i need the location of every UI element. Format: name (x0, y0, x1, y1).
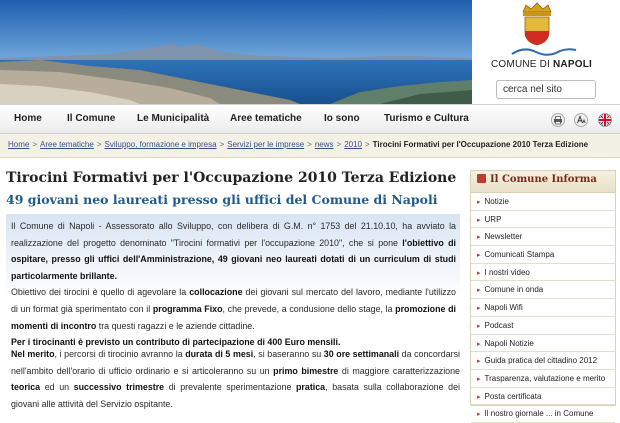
text: , che prevede, a condusione dello stage, la (222, 303, 396, 314)
arrow-right-icon: ▸ (477, 358, 481, 366)
text: Il Comune di Napoli - Assessorato allo Sviluppo, con delibera di G.M. n° 1753 del 21.10.10, ha avviato la realizzazione del progetto denominato "Tirocini formativi per l'occupazione 2010", che si pone (11, 221, 456, 248)
text: , basata sulla collaborazione dei giovani alle attività del Servizio ospitante. (11, 382, 460, 409)
bold-text: collocazione (189, 287, 243, 298)
wave-logo-icon (510, 46, 580, 58)
breadcrumb-current: Tirocini Formativi per l'Occupazione 2010 Terza Edizione (372, 140, 589, 149)
nav-il-comune[interactable]: Il Comune (67, 113, 116, 124)
nav-io-sono[interactable]: Io sono (324, 113, 360, 124)
site-header (0, 0, 620, 104)
paragraph-objective (11, 284, 456, 334)
sidebar-item[interactable] (471, 246, 615, 264)
uk-flag-icon[interactable] (598, 113, 612, 127)
font-size-icon[interactable] (574, 113, 588, 127)
breadcrumb-separator: > (336, 140, 342, 149)
bold-text: successivo trimestre (73, 382, 165, 393)
header-banner-bay-of-naples (0, 0, 472, 104)
arrow-right-icon: ▸ (477, 322, 481, 330)
text: , si baseranno su (253, 349, 324, 359)
arrow-right-icon: ▸ (477, 199, 481, 206)
sidebar-item[interactable] (471, 264, 615, 282)
sidebar-item[interactable] (471, 193, 615, 211)
breadcrumb-separator: > (219, 140, 225, 149)
logo-name: NAPOLI (553, 59, 592, 70)
sidebar-item[interactable] (471, 299, 615, 317)
text: tra questi ragazzi e le aziende cittadine. (96, 320, 255, 331)
breadcrumb-separator: > (96, 140, 102, 149)
nav-turismo-cultura[interactable]: Turismo e Cultura (384, 113, 469, 124)
bold-text: 30 ore settimanali (323, 349, 400, 359)
text: Obiettivo dei tirocini è quello di agevolare la (11, 287, 190, 298)
sidebar-item-label: Trasparenza, valutazione e merito (484, 373, 606, 383)
nav-home[interactable]: Home (14, 113, 42, 124)
breadcrumb-link[interactable]: 2010 (344, 140, 362, 149)
breadcrumb (0, 134, 620, 158)
nav-le-municipalita[interactable]: Le Municipalità (137, 113, 210, 124)
sidebar-item[interactable] (471, 211, 615, 229)
breadcrumb-link[interactable]: Aree tematiche (40, 140, 94, 149)
arrow-right-icon: ▸ (477, 216, 481, 224)
sidebar-item[interactable] (471, 370, 615, 388)
bold-text: Per i tirocinanti è previsto un contributo di partecipazione di 400 Euro mensili. (11, 337, 341, 348)
arrow-right-icon: ▸ (477, 375, 481, 383)
text: da concordarsi nell'ambito dell'orario di ufficio ordinario e si articoleranno su un (11, 349, 460, 376)
arrow-right-icon: ▸ (477, 287, 481, 295)
breadcrumb-separator: > (307, 140, 312, 149)
sidebar-item[interactable] (471, 317, 615, 335)
sidebar-item-label: Comune in onda (484, 285, 544, 295)
main-nav (0, 104, 620, 134)
breadcrumb-link[interactable]: news (314, 140, 334, 149)
sidebar-item-label: URP (484, 214, 502, 224)
naples-crest-icon (520, 2, 554, 46)
bold-text: durata di 5 mesi (185, 349, 254, 359)
arrow-right-icon: ▸ (477, 234, 481, 242)
sidebar-list (471, 193, 615, 423)
breadcrumb-separator: > (32, 140, 38, 149)
breadcrumb-link[interactable]: Sviluppo, formazione e impresa (104, 140, 217, 149)
red-square-icon (477, 174, 486, 183)
sidebar-item-label: Podcast (484, 320, 514, 330)
arrow-right-icon: ▸ (477, 393, 481, 401)
bold-text: l'obiettivo di ospitare, presso gli uffici dell'Amministrazione, 49 giovani neo laureati dotati di un curriculum di studi particolarmente brillante. (11, 237, 456, 281)
sidebar-item[interactable] (471, 281, 615, 299)
bay-of-naples-illustration (0, 0, 472, 104)
text: dei giovani sul mercato del lavoro, mediante l'utilizzo di un format già sperimentato con il (11, 287, 456, 314)
breadcrumb-link[interactable]: Servizi per le imprese (227, 140, 305, 149)
sidebar-title: Il Comune Informa (490, 174, 597, 185)
main-content (0, 160, 464, 409)
page-subtitle: 49 giovani neo laureati presso gli uffici del Comune di Napoli (6, 192, 438, 207)
nav-aree-tematiche[interactable]: Aree tematiche (230, 113, 302, 124)
sidebar-item-label: Napoli Wifi (484, 303, 523, 313)
sidebar-item[interactable] (471, 335, 615, 353)
sidebar-item[interactable] (471, 228, 615, 246)
logo-text (472, 59, 620, 70)
bold-text: teorica (11, 382, 41, 393)
bold-text: pratica (296, 382, 326, 393)
article-body (11, 346, 460, 412)
sidebar-item-label: Il nostro giornale ... in Comune (484, 409, 594, 419)
bold-text: primo bimestre (273, 365, 339, 376)
text: di maggiore caratterizzazione (338, 365, 460, 376)
arrow-right-icon: ▸ (477, 340, 481, 348)
sidebar-item-label: Comunicati Stampa (484, 250, 555, 260)
text: di prevalente sperimentazione (164, 382, 297, 393)
sidebar-item-label: I nostri video (484, 267, 530, 277)
intro-box (6, 214, 460, 348)
bold-text: promozione di momenti di incontro (11, 303, 456, 331)
sidebar-comune-informa (470, 170, 616, 419)
sidebar-item-label: Newsletter (484, 232, 523, 242)
page-title: Tirocini Formativi per l'Occupazione 2010 Terza Edizione (6, 170, 457, 186)
sidebar-item[interactable] (471, 405, 615, 423)
sidebar-item-label: Notizie (484, 197, 509, 206)
sidebar-header (471, 171, 615, 193)
search-input[interactable] (496, 80, 596, 99)
logo-prefix: COMUNE DI (491, 59, 554, 70)
arrow-right-icon: ▸ (477, 269, 481, 277)
breadcrumb-separator: > (364, 140, 370, 149)
breadcrumb-link[interactable]: Home (8, 140, 30, 149)
arrow-right-icon: ▸ (477, 305, 481, 313)
sidebar-item[interactable] (471, 388, 615, 406)
sidebar-item-label: Posta certificata (484, 391, 542, 401)
bold-text: programma Fixo (152, 303, 223, 314)
printer-icon[interactable] (551, 113, 565, 127)
arrow-right-icon: ▸ (477, 252, 481, 260)
sidebar-item[interactable] (471, 352, 615, 370)
sidebar-item-label: Guida pratica del cittadino 2012 (484, 356, 598, 366)
paragraph-merit (11, 346, 460, 412)
arrow-right-icon: ▸ (477, 411, 481, 419)
sidebar-item-label: Napoli Notizie (484, 338, 534, 348)
text: , i percorsi di tirocinio avranno la (54, 349, 186, 359)
bold-text: Nel merito (11, 349, 55, 359)
text: ed un (40, 382, 74, 393)
paragraph-intro (11, 218, 456, 284)
